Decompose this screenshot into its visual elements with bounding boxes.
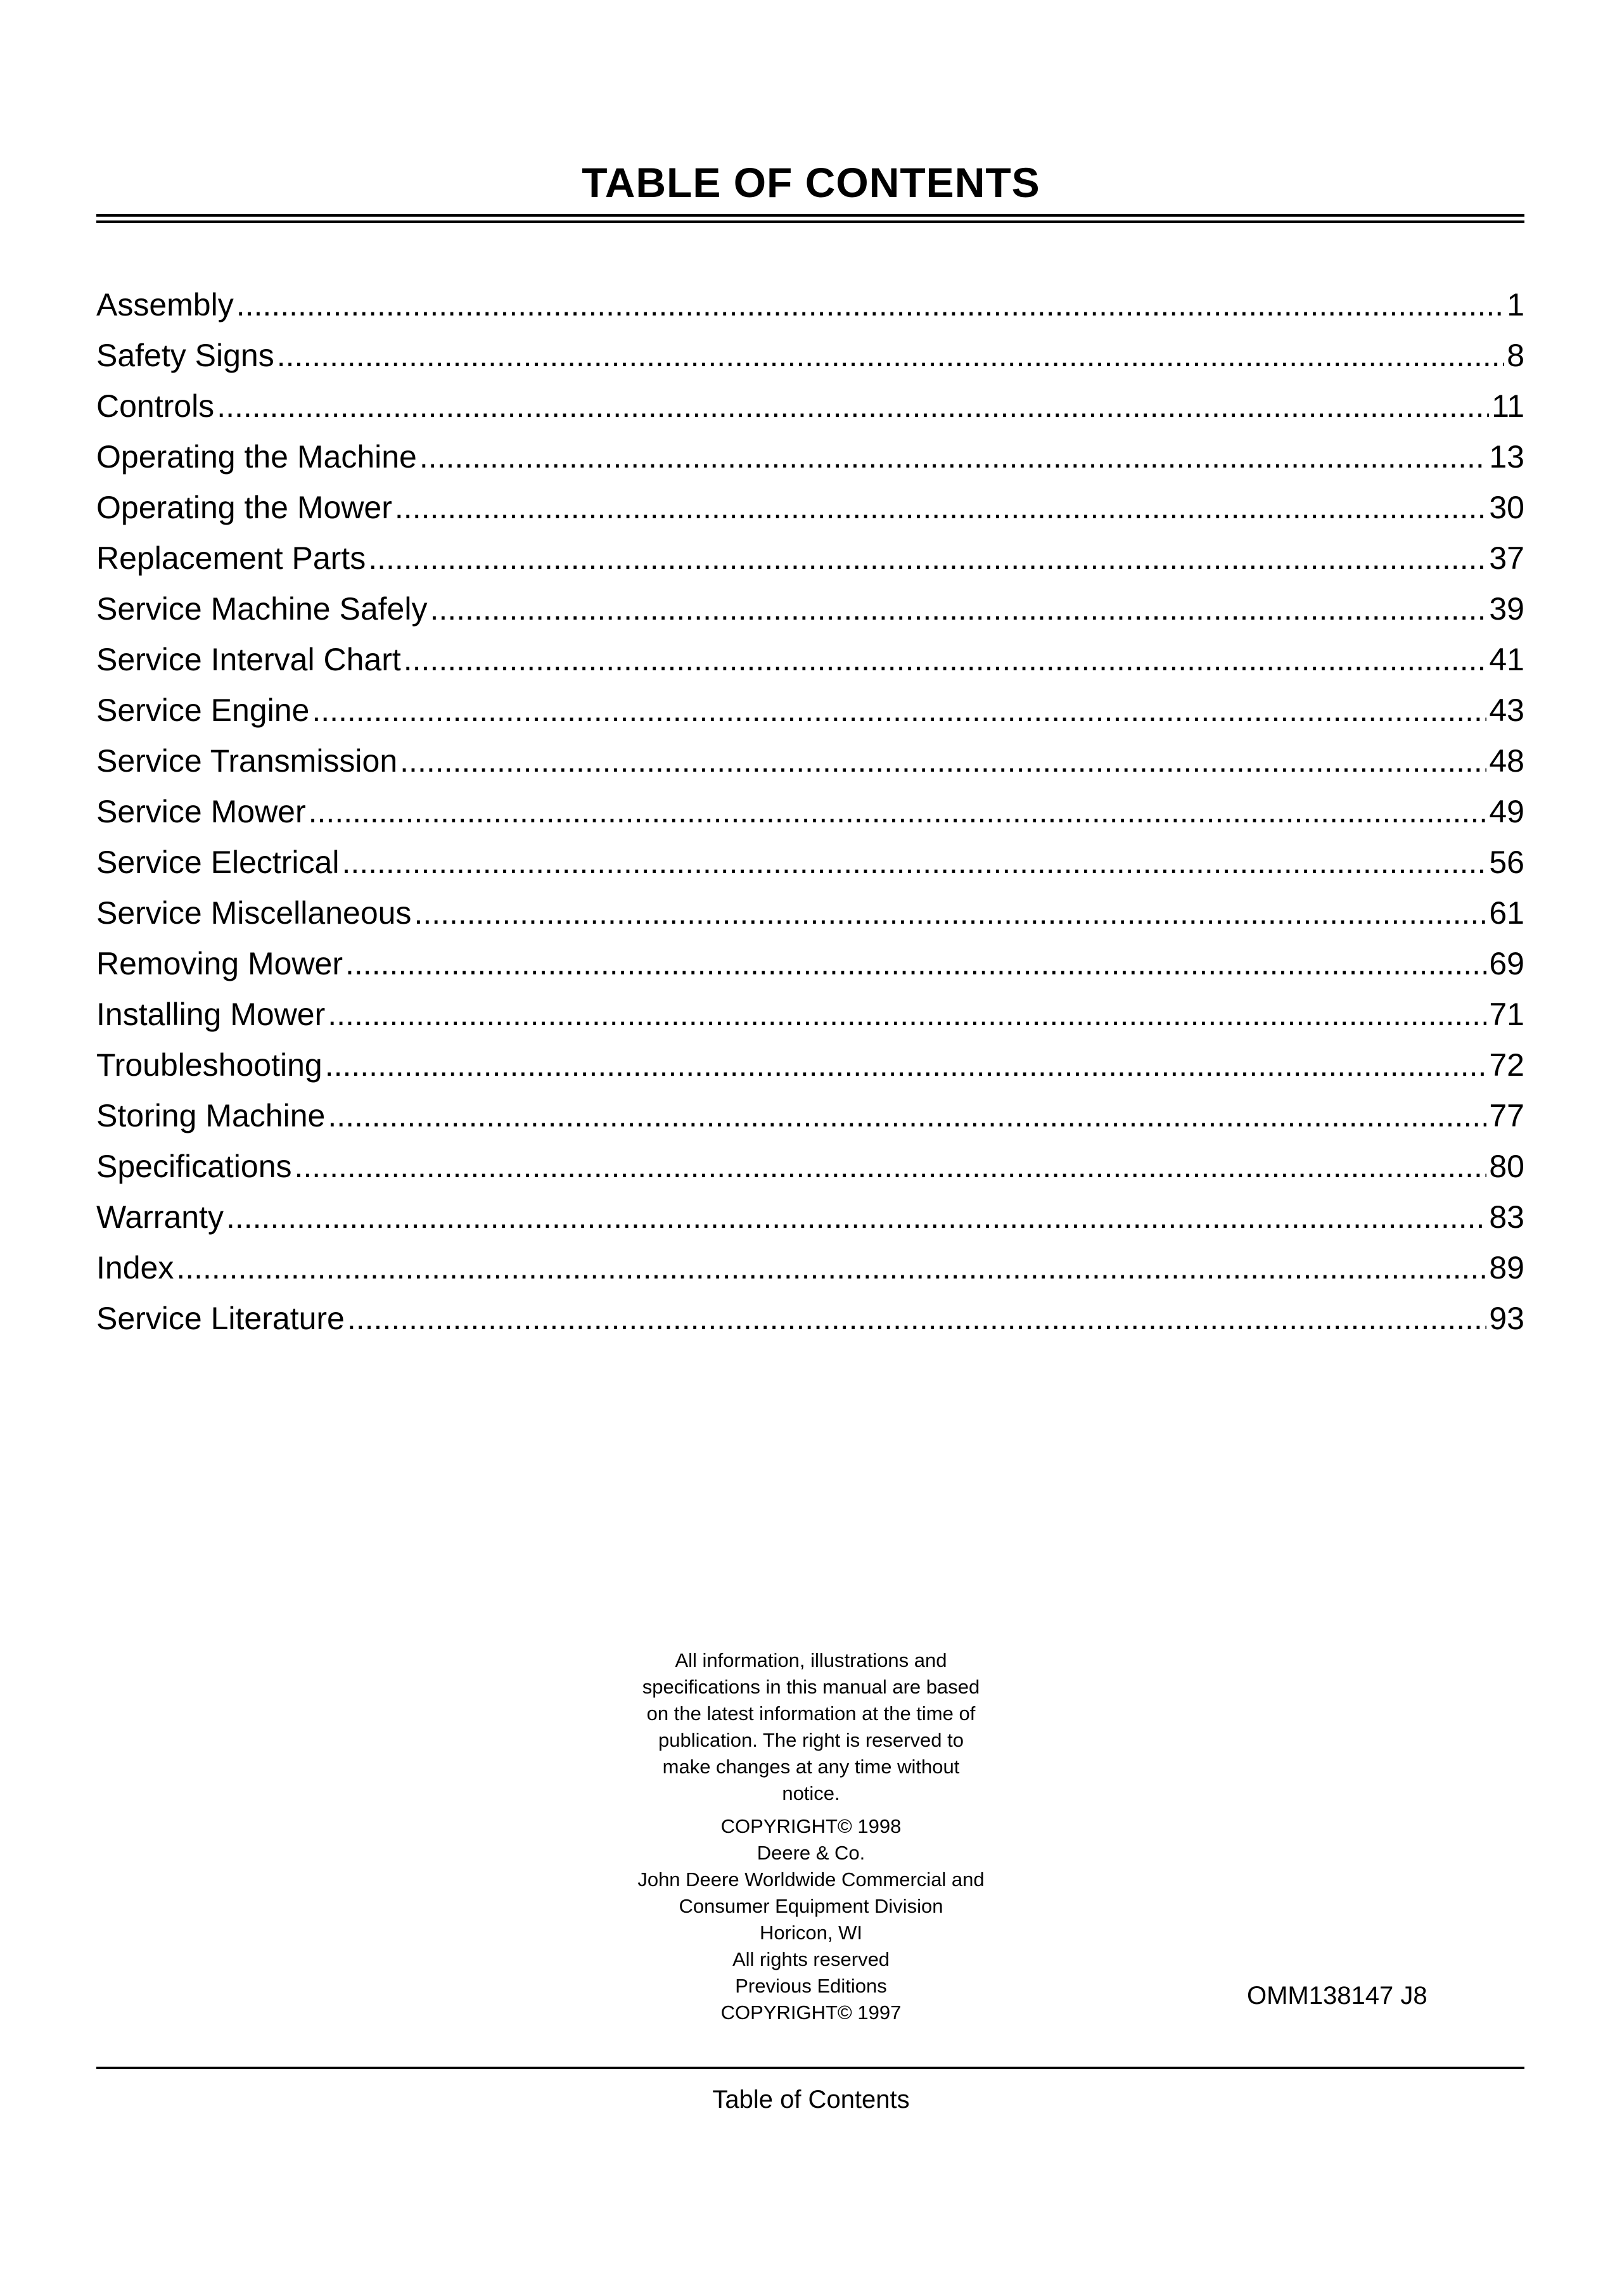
toc-entry-label: Service Electrical [96,845,340,880]
notice-disclaimer [608,1647,1014,1807]
toc-entry [96,938,1524,989]
toc-dot-leader [404,634,1487,685]
toc-entry-label: Troubleshooting [96,1047,322,1083]
toc-entry-page: 39 [1489,591,1524,627]
page-title: TABLE OF CONTENTS [582,159,1040,206]
toc-entry [96,888,1524,938]
toc-entry [96,381,1524,431]
toc-entry-label: Controls [96,388,215,424]
toc-entry-page: 8 [1507,338,1524,373]
toc-entry [96,634,1524,685]
toc-entry [96,1192,1524,1242]
toc-entry-label: Installing Mower [96,997,326,1032]
toc-entry-label: Service Engine [96,692,310,728]
toc-entry [96,685,1524,736]
notice-line: make changes at any time without [662,1756,960,1778]
toc-entry-label: Specifications [96,1149,292,1184]
toc-dot-leader [295,1141,1487,1192]
toc-entry-page: 89 [1489,1250,1524,1285]
toc-dot-leader [217,381,1489,431]
toc-entry-page: 48 [1489,743,1524,779]
page-footer: Table of Contents [712,2086,910,2114]
toc-entry-label: Service Interval Chart [96,642,401,677]
copyright-notice [608,1647,1014,2026]
toc-dot-leader [226,1192,1486,1242]
toc-dot-leader [368,533,1486,584]
toc-entry-label: Removing Mower [96,946,343,981]
toc-entry-label: Replacement Parts [96,540,366,576]
toc-entry [96,1090,1524,1141]
toc-dot-leader [176,1242,1486,1293]
toc-list [96,279,1524,1344]
notice-line: Consumer Equipment Division [679,1895,943,1917]
toc-entry-page: 49 [1489,794,1524,829]
toc-entry-page: 43 [1489,692,1524,728]
toc-entry [96,482,1524,533]
notice-line: Horicon, WI [760,1922,862,1944]
notice-line: All rights reserved [732,1948,890,1970]
toc-dot-leader [345,938,1486,989]
notice-line: Previous Editions [735,1975,887,1997]
toc-entry-page: 72 [1489,1047,1524,1083]
notice-line: COPYRIGHT© 1997 [720,2001,902,2024]
toc-entry-page: 30 [1489,490,1524,525]
toc-entry-label: Safety Signs [96,338,274,373]
toc-dot-leader [312,685,1486,736]
toc-entry [96,279,1524,330]
toc-dot-leader [328,989,1486,1040]
toc-dot-leader [414,888,1486,938]
toc-dot-leader [430,584,1486,634]
toc-entry-label: Assembly [96,287,234,322]
toc-entry [96,533,1524,584]
toc-dot-leader [277,330,1504,381]
toc-entry-page: 61 [1489,895,1524,931]
toc-entry [96,786,1524,837]
toc-dot-leader [395,482,1486,533]
toc-entry [96,330,1524,381]
toc-dot-leader [347,1293,1487,1344]
toc-entry-label: Operating the Machine [96,439,417,475]
notice-line: publication. The right is reserved to [658,1729,964,1751]
toc-dot-leader [236,279,1504,330]
toc-dot-leader [419,431,1487,482]
toc-entry [96,1242,1524,1293]
notice-line: All information, illustrations and [675,1649,947,1671]
notice-line: specifications in this manual are based [642,1676,980,1698]
document-code: OMM138147 J8 [1247,1982,1427,2010]
toc-entry-label: Warranty [96,1199,224,1235]
title-double-rule [96,214,1524,223]
notice-line: on the latest information at the time of [646,1702,976,1725]
toc-entry-page: 11 [1491,388,1524,424]
toc-entry-page: 93 [1489,1301,1524,1336]
toc-entry-page: 56 [1489,845,1524,880]
toc-entry-page: 1 [1507,287,1524,322]
toc-entry-label: Service Mower [96,794,306,829]
toc-entry-label: Service Literature [96,1301,345,1336]
toc-entry-page: 80 [1489,1149,1524,1184]
toc-entry-label: Storing Machine [96,1098,326,1133]
toc-entry-page: 77 [1489,1098,1524,1133]
toc-dot-leader [342,837,1486,888]
footer-rule [96,2067,1524,2069]
toc-entry-page: 71 [1489,997,1524,1032]
toc-entry [96,1040,1524,1090]
toc-entry [96,837,1524,888]
notice-line: notice. [782,1782,840,1804]
toc-entry [96,584,1524,634]
toc-dot-leader [328,1090,1486,1141]
toc-entry-page: 37 [1489,540,1524,576]
toc-entry-page: 13 [1489,439,1524,475]
notice-gap [608,1807,1014,1813]
toc-entry [96,989,1524,1040]
notice-line: John Deere Worldwide Commercial and [637,1868,985,1891]
toc-entry [96,736,1524,786]
notice-line: COPYRIGHT© 1998 [720,1815,902,1837]
toc-dot-leader [325,1040,1487,1090]
notice-copyright [608,1813,1014,2026]
toc-entry-label: Index [96,1250,174,1285]
toc-entry-label: Service Machine Safely [96,591,428,627]
toc-entry-label: Service Transmission [96,743,398,779]
toc-entry-label: Service Miscellaneous [96,895,412,931]
toc-entry [96,1293,1524,1344]
toc-entry [96,431,1524,482]
notice-line: Deere & Co. [757,1842,865,1864]
toc-entry-page: 83 [1489,1199,1524,1235]
toc-entry-page: 41 [1489,642,1524,677]
toc-entry [96,1141,1524,1192]
toc-entry-label: Operating the Mower [96,490,392,525]
toc-dot-leader [400,736,1486,786]
toc-dot-leader [309,786,1487,837]
toc-entry-page: 69 [1489,946,1524,981]
